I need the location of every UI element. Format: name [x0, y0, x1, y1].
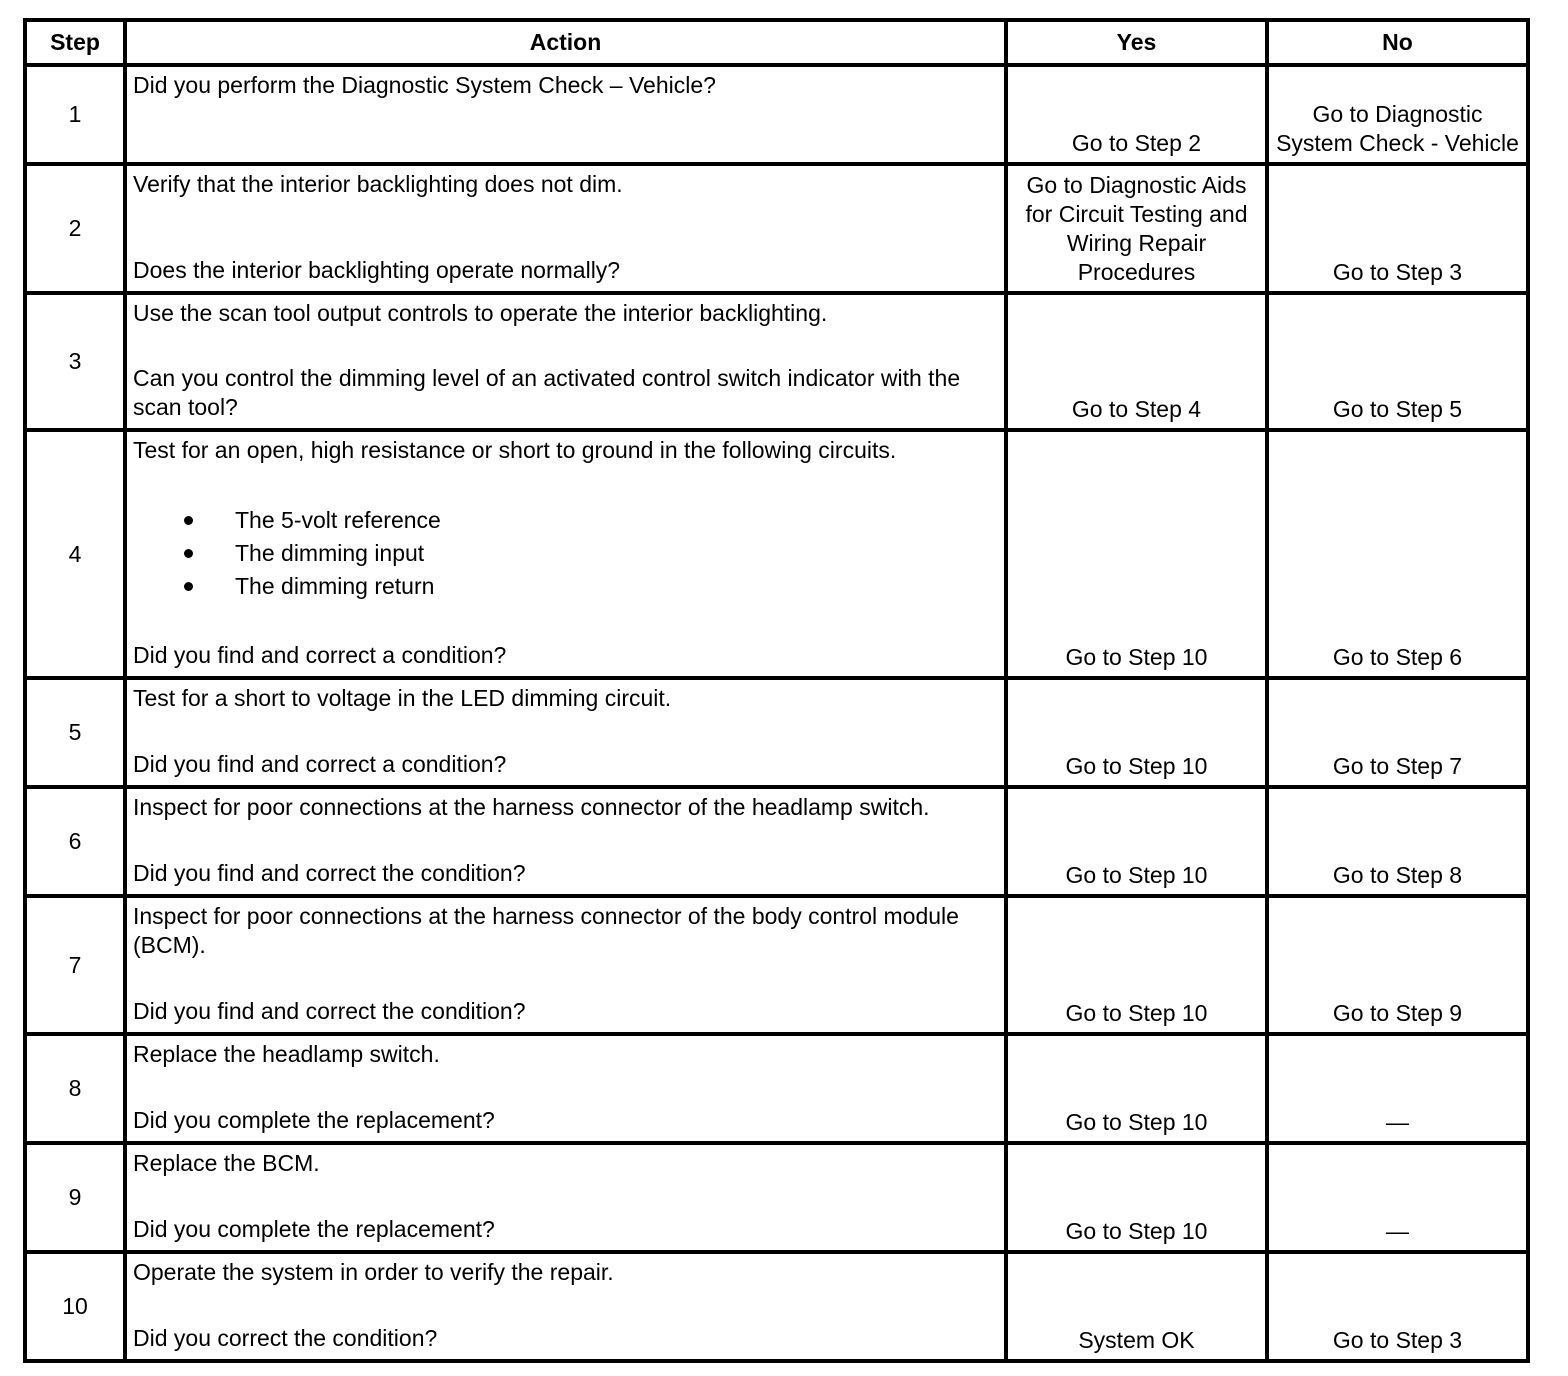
table-row: [25, 430, 1528, 678]
table-row: [25, 1143, 1528, 1252]
table-row: [25, 1034, 1528, 1143]
yes-cell: Go to Step 4: [1006, 293, 1267, 430]
header-no: No: [1267, 20, 1528, 65]
action-question: Did you find and correct a condition?: [133, 751, 507, 777]
no-cell: Go to Diagnostic System Check - Vehicle: [1267, 65, 1528, 164]
no-cell: Go to Step 9: [1267, 896, 1528, 1034]
action-cell: [125, 1034, 1006, 1143]
list-item: [178, 570, 998, 603]
action-cell: [125, 896, 1006, 1034]
step-number: 3: [25, 293, 125, 430]
step-number: 4: [25, 430, 125, 678]
table-row: [25, 293, 1528, 430]
step-number: 7: [25, 896, 125, 1034]
yes-cell: Go to Step 10: [1006, 678, 1267, 787]
action-question: Can you control the dimming level of an activated control switch indicator with the scan tool?: [133, 365, 961, 420]
yes-cell: Go to Step 10: [1006, 1034, 1267, 1143]
header-row: [25, 20, 1528, 65]
table-row: [25, 787, 1528, 896]
no-cell: Go to Step 7: [1267, 678, 1528, 787]
no-cell: —: [1267, 1034, 1528, 1143]
yes-cell: System OK: [1006, 1252, 1267, 1361]
action-question: Did you find and correct the condition?: [133, 998, 526, 1024]
action-question: Did you complete the replacement?: [133, 1107, 495, 1133]
action-cell: [125, 65, 1006, 164]
table-row: [25, 164, 1528, 293]
action-cell: [125, 164, 1006, 293]
no-cell: —: [1267, 1143, 1528, 1252]
action-instruction: Replace the headlamp switch.: [133, 1041, 440, 1067]
list-item: [178, 537, 998, 570]
list-item: [178, 504, 998, 537]
action-instruction: Inspect for poor connections at the harness connector of the body control module (BCM).: [133, 903, 959, 958]
step-number: 9: [25, 1143, 125, 1252]
circuit-list: [133, 504, 998, 603]
action-question: Did you find and correct the condition?: [133, 860, 526, 886]
step-number: 8: [25, 1034, 125, 1143]
table-row: [25, 896, 1528, 1034]
table-row: [25, 678, 1528, 787]
action-cell: [125, 787, 1006, 896]
no-cell: Go to Step 3: [1267, 164, 1528, 293]
no-cell: Go to Step 3: [1267, 1252, 1528, 1361]
diagnostic-table: [23, 18, 1530, 1363]
action-instruction: Operate the system in order to verify the repair.: [133, 1259, 614, 1285]
step-number: 6: [25, 787, 125, 896]
no-cell: Go to Step 5: [1267, 293, 1528, 430]
action-instruction: Inspect for poor connections at the harness connector of the headlamp switch.: [133, 794, 930, 820]
list-item-label: The dimming return: [235, 572, 435, 599]
step-number: 2: [25, 164, 125, 293]
bullet-icon: [184, 549, 193, 558]
action-question: Did you correct the condition?: [133, 1325, 438, 1351]
no-cell: Go to Step 8: [1267, 787, 1528, 896]
header-yes: Yes: [1006, 20, 1267, 65]
list-item-label: The 5-volt reference: [235, 506, 441, 533]
action-cell: [125, 1252, 1006, 1361]
action-instruction: Replace the BCM.: [133, 1150, 320, 1176]
yes-cell: Go to Step 10: [1006, 1143, 1267, 1252]
action-cell: [125, 430, 1006, 678]
yes-cell: Go to Step 2: [1006, 65, 1267, 164]
action-cell: [125, 678, 1006, 787]
header-action: Action: [125, 20, 1006, 65]
yes-cell: Go to Step 10: [1006, 896, 1267, 1034]
action-instruction: Did you perform the Diagnostic System Check – Vehicle?: [133, 72, 716, 98]
action-question: Does the interior backlighting operate normally?: [133, 257, 621, 283]
no-cell: Go to Step 6: [1267, 430, 1528, 678]
header-step: Step: [25, 20, 125, 65]
action-instruction: Use the scan tool output controls to operate the interior backlighting.: [133, 300, 828, 326]
yes-cell: Go to Step 10: [1006, 430, 1267, 678]
action-cell: [125, 1143, 1006, 1252]
yes-cell: Go to Step 10: [1006, 787, 1267, 896]
action-question: Did you find and correct a condition?: [133, 642, 507, 668]
action-instruction: Test for a short to voltage in the LED dimming circuit.: [133, 685, 672, 711]
yes-cell: Go to Diagnostic Aids for Circuit Testing and Wiring Repair Procedures: [1006, 164, 1267, 293]
action-instruction: Test for an open, high resistance or short to ground in the following circuits.: [133, 437, 897, 463]
table-row: [25, 1252, 1528, 1361]
action-instruction: Verify that the interior backlighting does not dim.: [133, 171, 623, 197]
table-row: [25, 65, 1528, 164]
step-number: 5: [25, 678, 125, 787]
bullet-icon: [184, 582, 193, 591]
action-question: Did you complete the replacement?: [133, 1216, 495, 1242]
list-item-label: The dimming input: [235, 539, 425, 566]
step-number: 10: [25, 1252, 125, 1361]
bullet-icon: [184, 516, 193, 525]
step-number: 1: [25, 65, 125, 164]
action-cell: [125, 293, 1006, 430]
